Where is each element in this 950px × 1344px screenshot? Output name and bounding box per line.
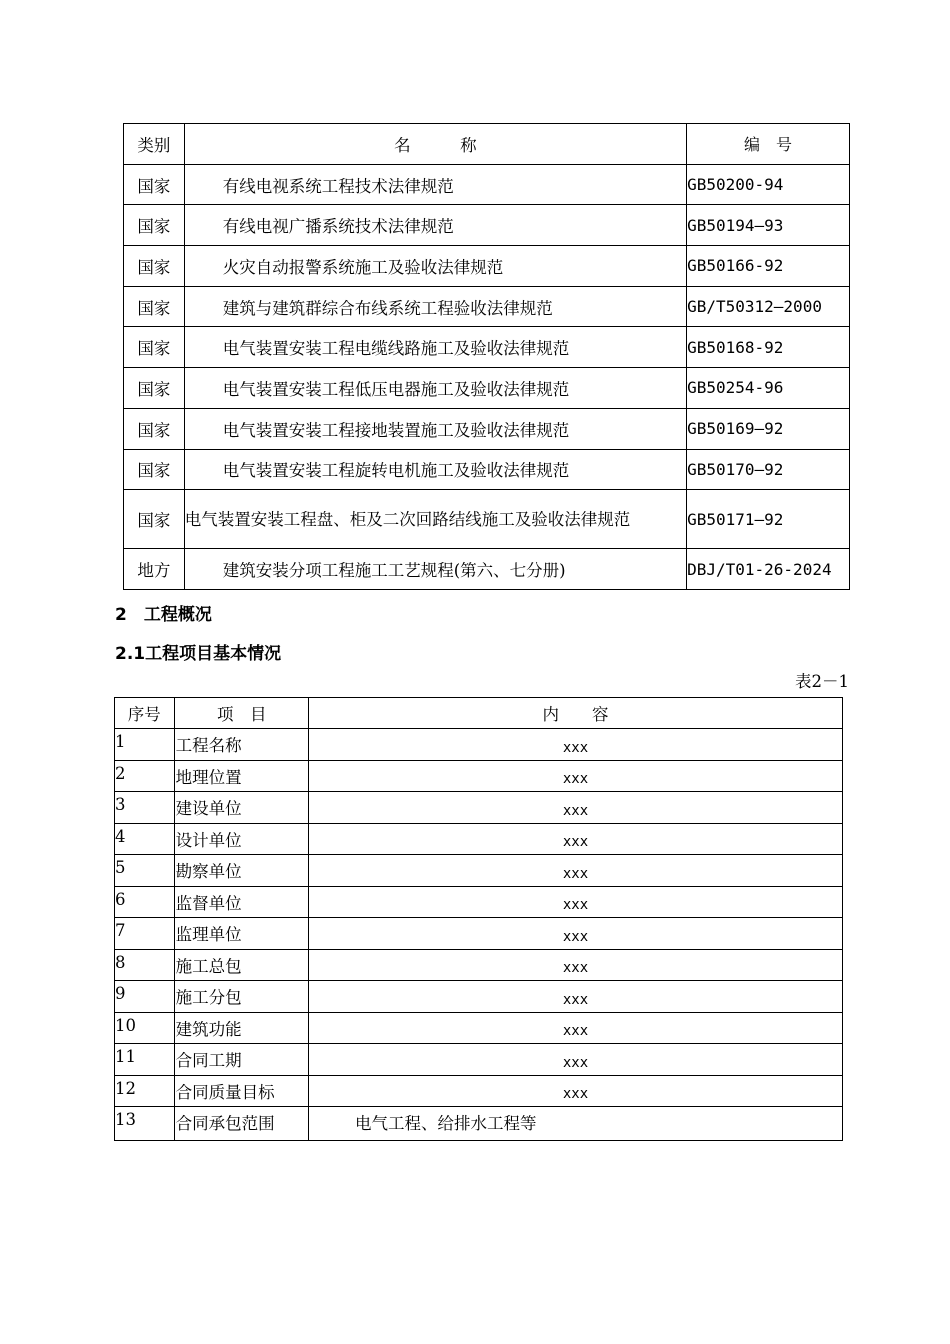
table-row (115, 792, 843, 824)
row-item: 建筑功能 (174, 1012, 308, 1044)
row-item: 合同承包范围 (174, 1107, 308, 1141)
row-content: xxx (309, 981, 843, 1013)
row-no: 13 (115, 1107, 175, 1141)
section-heading: 2 工程概况 (115, 605, 212, 625)
row-name: 火灾自动报警系统施工及验收法律规范 (184, 246, 686, 287)
row-name: 建筑安装分项工程施工工艺规程(第六、七分册) (184, 549, 686, 590)
table-row (115, 760, 843, 792)
table-row (124, 449, 850, 490)
header-category: 类别 (124, 124, 185, 165)
row-no: 5 (115, 855, 175, 887)
row-code: GB50254-96 (687, 368, 850, 409)
header-item: 项 目 (174, 698, 308, 729)
row-item: 施工总包 (174, 949, 308, 981)
row-no: 4 (115, 823, 175, 855)
row-name: 电气装置安装工程接地装置施工及验收法律规范 (184, 408, 686, 449)
row-item: 勘察单位 (174, 855, 308, 887)
table-row (124, 246, 850, 287)
row-no: 1 (115, 729, 175, 761)
row-content: xxx (309, 1012, 843, 1044)
row-no: 8 (115, 949, 175, 981)
row-name: 电气装置安装工程电缆线路施工及验收法律规范 (184, 327, 686, 368)
row-code: GB50194—93 (687, 205, 850, 246)
table-row (115, 886, 843, 918)
row-item: 监理单位 (174, 918, 308, 950)
row-name: 有线电视系统工程技术法律规范 (184, 164, 686, 205)
row-code: DBJ/T01-26-2024 (687, 549, 850, 590)
row-category: 国家 (124, 205, 185, 246)
standards-table (123, 123, 850, 590)
row-item: 地理位置 (174, 760, 308, 792)
table-row (115, 823, 843, 855)
header-content: 内 容 (309, 698, 843, 729)
row-category: 国家 (124, 286, 185, 327)
row-name: 有线电视广播系统技术法律规范 (184, 205, 686, 246)
row-content: 电气工程、给排水工程等 (309, 1107, 843, 1141)
row-category: 国家 (124, 327, 185, 368)
row-content: xxx (309, 760, 843, 792)
row-no: 11 (115, 1044, 175, 1076)
row-name: 建筑与建筑群综合布线系统工程验收法律规范 (184, 286, 686, 327)
row-category: 地方 (124, 549, 185, 590)
table-row (124, 286, 850, 327)
table-row (124, 205, 850, 246)
row-item: 设计单位 (174, 823, 308, 855)
row-no: 7 (115, 918, 175, 950)
row-content: xxx (309, 918, 843, 950)
standards-table-header (124, 124, 850, 165)
table-row (124, 327, 850, 368)
table-row (115, 1012, 843, 1044)
table-row (115, 855, 843, 887)
table-row (124, 490, 850, 549)
row-category: 国家 (124, 490, 185, 549)
row-content: xxx (309, 823, 843, 855)
row-name: 电气装置安装工程低压电器施工及验收法律规范 (184, 368, 686, 409)
row-no: 3 (115, 792, 175, 824)
table-row (124, 549, 850, 590)
table-row (115, 949, 843, 981)
row-category: 国家 (124, 408, 185, 449)
row-item: 建设单位 (174, 792, 308, 824)
row-content: xxx (309, 729, 843, 761)
row-category: 国家 (124, 164, 185, 205)
row-no: 9 (115, 981, 175, 1013)
row-category: 国家 (124, 449, 185, 490)
row-no: 12 (115, 1075, 175, 1107)
row-content: xxx (309, 949, 843, 981)
row-no: 10 (115, 1012, 175, 1044)
table-row (115, 1107, 843, 1141)
row-item: 合同质量目标 (174, 1075, 308, 1107)
row-item: 合同工期 (174, 1044, 308, 1076)
row-content: xxx (309, 1044, 843, 1076)
row-category: 国家 (124, 246, 185, 287)
table-row (115, 918, 843, 950)
row-content: xxx (309, 855, 843, 887)
table-row (115, 981, 843, 1013)
info-table-header (115, 698, 843, 729)
table-caption: 表2－1 (795, 672, 849, 691)
table-row (124, 164, 850, 205)
row-code: GB50171—92 (687, 490, 850, 549)
row-code: GB50166-92 (687, 246, 850, 287)
row-name: 电气装置安装工程盘、柜及二次回路结线施工及验收法律规范 (184, 490, 686, 549)
row-code: GB/T50312—2000 (687, 286, 850, 327)
row-item: 监督单位 (174, 886, 308, 918)
row-code: GB50170—92 (687, 449, 850, 490)
project-info-table (114, 697, 843, 1141)
header-code: 编 号 (687, 124, 850, 165)
header-name: 名 称 (184, 124, 686, 165)
row-code: GB50168-92 (687, 327, 850, 368)
row-code: GB50200-94 (687, 164, 850, 205)
row-item: 工程名称 (174, 729, 308, 761)
row-code: GB50169—92 (687, 408, 850, 449)
row-content: xxx (309, 792, 843, 824)
subsection-heading: 2.1工程项目基本情况 (115, 644, 282, 664)
table-row (115, 1075, 843, 1107)
table-row (115, 1044, 843, 1076)
row-name: 电气装置安装工程旋转电机施工及验收法律规范 (184, 449, 686, 490)
table-row (124, 408, 850, 449)
row-no: 2 (115, 760, 175, 792)
table-row (115, 729, 843, 761)
row-category: 国家 (124, 368, 185, 409)
row-content: xxx (309, 1075, 843, 1107)
row-no: 6 (115, 886, 175, 918)
table-row (124, 368, 850, 409)
header-no: 序号 (115, 698, 175, 729)
row-content: xxx (309, 886, 843, 918)
row-item: 施工分包 (174, 981, 308, 1013)
